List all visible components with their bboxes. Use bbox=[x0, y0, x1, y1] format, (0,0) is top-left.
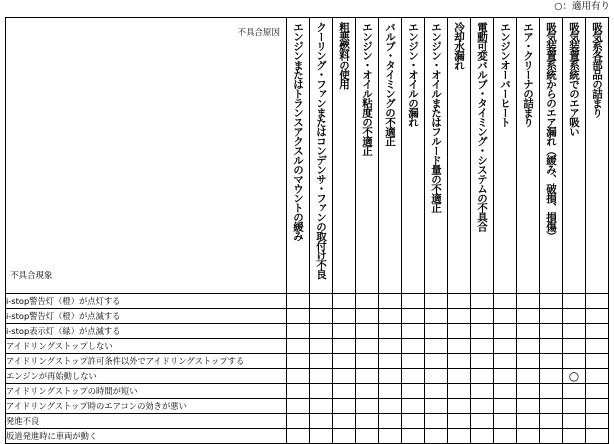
cause-label: 吸気装置系統でのエア吸い bbox=[568, 22, 580, 136]
symptom-label: i-stop警告灯（橙）が点滅する bbox=[6, 309, 287, 324]
symptom-label: 発進不良 bbox=[6, 414, 287, 429]
matrix-cell bbox=[287, 384, 310, 399]
matrix-cell bbox=[287, 354, 310, 369]
matrix-cell bbox=[471, 294, 494, 309]
cause-label: 電動可変バルブ・タイミング・システムの不具合 bbox=[476, 22, 488, 231]
matrix-cell bbox=[402, 429, 425, 444]
symptom-label: i-stop表示灯（緑）が点滅する bbox=[6, 324, 287, 339]
matrix-cell bbox=[586, 414, 609, 429]
matrix-cell bbox=[471, 354, 494, 369]
symptom-label: 坂道発進時に車両が動く bbox=[6, 429, 287, 444]
symptom-row bbox=[6, 339, 609, 354]
matrix-cell bbox=[333, 414, 356, 429]
matrix-cell bbox=[494, 429, 517, 444]
matrix-cell bbox=[333, 294, 356, 309]
matrix-cell bbox=[402, 399, 425, 414]
matrix-cell bbox=[402, 324, 425, 339]
matrix-cell bbox=[287, 309, 310, 324]
matrix-cell bbox=[356, 369, 379, 384]
matrix-cell bbox=[379, 354, 402, 369]
matrix-cell bbox=[540, 369, 563, 384]
cause-header-3 bbox=[333, 18, 356, 294]
matrix-cell bbox=[563, 309, 586, 324]
symptom-cause-matrix bbox=[5, 17, 609, 444]
symptom-row bbox=[6, 429, 609, 444]
matrix-cell bbox=[425, 339, 448, 354]
matrix-cell bbox=[333, 309, 356, 324]
matrix-cell bbox=[310, 429, 333, 444]
matrix-cell bbox=[425, 354, 448, 369]
cause-label: 吸気系各部品の詰まり bbox=[591, 22, 603, 117]
matrix-cell bbox=[471, 399, 494, 414]
cause-header-5 bbox=[379, 18, 402, 294]
symptom-row bbox=[6, 324, 609, 339]
matrix-cell bbox=[379, 429, 402, 444]
matrix-cell bbox=[494, 414, 517, 429]
matrix-cell bbox=[540, 309, 563, 324]
symptom-row bbox=[6, 369, 609, 384]
matrix-cell bbox=[471, 384, 494, 399]
cause-label: 吸気装置系統からのエア漏れ（緩み、破損、損傷） bbox=[545, 22, 557, 241]
matrix-cell bbox=[379, 294, 402, 309]
header-row bbox=[6, 18, 609, 294]
cause-label: 粗悪燃料の使用 bbox=[338, 22, 350, 89]
matrix-cell bbox=[402, 414, 425, 429]
matrix-cell bbox=[563, 429, 586, 444]
matrix-cell bbox=[356, 339, 379, 354]
cause-header-13 bbox=[563, 18, 586, 294]
matrix-cell bbox=[517, 354, 540, 369]
matrix-cell bbox=[379, 324, 402, 339]
matrix-cell bbox=[586, 339, 609, 354]
matrix-cell bbox=[287, 339, 310, 354]
cause-header-9 bbox=[471, 18, 494, 294]
matrix-cell bbox=[333, 384, 356, 399]
matrix-cell bbox=[379, 309, 402, 324]
matrix-cell bbox=[425, 414, 448, 429]
cause-header-1 bbox=[287, 18, 310, 294]
matrix-cell bbox=[402, 309, 425, 324]
matrix-cell bbox=[379, 339, 402, 354]
matrix-cell bbox=[310, 369, 333, 384]
matrix-cell bbox=[425, 384, 448, 399]
cause-header-4 bbox=[356, 18, 379, 294]
matrix-cell bbox=[448, 384, 471, 399]
matrix-cell bbox=[287, 294, 310, 309]
matrix-cell bbox=[448, 369, 471, 384]
matrix-cell bbox=[494, 294, 517, 309]
matrix-cell bbox=[471, 429, 494, 444]
applicable-mark: ○ bbox=[563, 369, 586, 384]
matrix-cell bbox=[448, 324, 471, 339]
matrix-cell bbox=[563, 294, 586, 309]
matrix-cell bbox=[563, 324, 586, 339]
cause-label: エンジンまたはトランスアクスルのマウントの緩み bbox=[292, 22, 304, 241]
matrix-cell bbox=[471, 339, 494, 354]
matrix-cell bbox=[517, 429, 540, 444]
matrix-cell bbox=[402, 369, 425, 384]
matrix-cell bbox=[540, 339, 563, 354]
matrix-cell bbox=[563, 414, 586, 429]
symptom-label: エンジンが再始動しない bbox=[6, 369, 287, 384]
symptom-row bbox=[6, 399, 609, 414]
matrix-cell bbox=[448, 339, 471, 354]
symptom-label: アイドリングストップしない bbox=[6, 339, 287, 354]
matrix-cell bbox=[287, 399, 310, 414]
matrix-cell bbox=[310, 324, 333, 339]
matrix-cell bbox=[356, 354, 379, 369]
matrix-cell bbox=[448, 309, 471, 324]
matrix-cell bbox=[356, 414, 379, 429]
matrix-cell bbox=[402, 294, 425, 309]
symptom-row bbox=[6, 414, 609, 429]
matrix-cell bbox=[310, 309, 333, 324]
matrix-cell bbox=[448, 354, 471, 369]
matrix-cell bbox=[448, 294, 471, 309]
matrix-cell bbox=[448, 399, 471, 414]
symptom-label: i-stop警告灯（橙）が点灯する bbox=[6, 294, 287, 309]
matrix-cell bbox=[356, 399, 379, 414]
matrix-cell bbox=[402, 339, 425, 354]
matrix-cell bbox=[333, 369, 356, 384]
symptom-row bbox=[6, 309, 609, 324]
matrix-cell bbox=[517, 324, 540, 339]
matrix-cell bbox=[287, 324, 310, 339]
matrix-cell bbox=[494, 354, 517, 369]
matrix-cell bbox=[333, 354, 356, 369]
matrix-cell bbox=[425, 399, 448, 414]
matrix-cell bbox=[356, 324, 379, 339]
matrix-cell bbox=[586, 324, 609, 339]
matrix-cell bbox=[517, 414, 540, 429]
matrix-cell bbox=[333, 399, 356, 414]
matrix-cell bbox=[540, 414, 563, 429]
cause-header-8 bbox=[448, 18, 471, 294]
matrix-cell bbox=[379, 414, 402, 429]
cause-header-14 bbox=[586, 18, 609, 294]
symptom-row bbox=[6, 294, 609, 309]
symptom-axis-label: 不具合現象 bbox=[10, 271, 53, 281]
matrix-cell bbox=[471, 369, 494, 384]
matrix-cell bbox=[379, 369, 402, 384]
matrix-cell bbox=[517, 339, 540, 354]
matrix-cell bbox=[356, 294, 379, 309]
matrix-cell bbox=[471, 414, 494, 429]
symptom-row bbox=[6, 354, 609, 369]
matrix-cell bbox=[517, 384, 540, 399]
symptom-row bbox=[6, 384, 609, 399]
matrix-body bbox=[6, 294, 609, 444]
cause-label: エンジン・オイルの漏れ bbox=[407, 22, 419, 127]
matrix-cell bbox=[563, 399, 586, 414]
matrix-cell bbox=[425, 324, 448, 339]
matrix-cell bbox=[287, 429, 310, 444]
matrix-cell bbox=[517, 294, 540, 309]
cause-label: エア・クリーナの詰まり bbox=[522, 22, 534, 127]
matrix-cell bbox=[425, 369, 448, 384]
symptom-label: アイドリングストップ許可条件以外でアイドリングストップする bbox=[6, 354, 287, 369]
matrix-cell bbox=[402, 384, 425, 399]
matrix-cell bbox=[379, 399, 402, 414]
corner-header bbox=[6, 18, 287, 294]
matrix-cell bbox=[517, 369, 540, 384]
cause-header-12 bbox=[540, 18, 563, 294]
symptom-label: アイドリングストップの時間が短い bbox=[6, 384, 287, 399]
cause-label: 冷却水漏れ bbox=[453, 22, 465, 70]
matrix-cell bbox=[563, 354, 586, 369]
cause-label: エンジン・オイルまたはフルード量の不適正 bbox=[430, 22, 442, 212]
matrix-cell bbox=[540, 429, 563, 444]
matrix-cell bbox=[310, 339, 333, 354]
matrix-cell bbox=[494, 399, 517, 414]
cause-axis-label: 不具合原因 bbox=[237, 28, 280, 38]
cause-label: エンジン・オイル粘度の不適正 bbox=[361, 22, 373, 155]
matrix-cell bbox=[356, 429, 379, 444]
cause-label: バルブ・タイミングの不適正 bbox=[384, 22, 396, 146]
matrix-cell bbox=[586, 399, 609, 414]
matrix-cell bbox=[517, 399, 540, 414]
matrix-cell bbox=[425, 429, 448, 444]
matrix-cell bbox=[310, 414, 333, 429]
matrix-cell bbox=[540, 324, 563, 339]
matrix-cell bbox=[425, 294, 448, 309]
matrix-cell bbox=[379, 384, 402, 399]
matrix-cell bbox=[563, 339, 586, 354]
matrix-cell bbox=[494, 369, 517, 384]
cause-header-11 bbox=[517, 18, 540, 294]
cause-header-10 bbox=[494, 18, 517, 294]
matrix-cell bbox=[540, 354, 563, 369]
matrix-cell bbox=[287, 414, 310, 429]
matrix-cell bbox=[310, 399, 333, 414]
matrix-cell bbox=[425, 309, 448, 324]
matrix-cell bbox=[517, 309, 540, 324]
matrix-cell bbox=[471, 324, 494, 339]
matrix-cell bbox=[333, 339, 356, 354]
cause-header-7 bbox=[425, 18, 448, 294]
matrix-cell bbox=[448, 414, 471, 429]
matrix-cell bbox=[356, 309, 379, 324]
matrix-cell bbox=[494, 324, 517, 339]
matrix-cell bbox=[310, 354, 333, 369]
cause-header-6 bbox=[402, 18, 425, 294]
matrix-cell bbox=[586, 429, 609, 444]
matrix-cell bbox=[540, 384, 563, 399]
cause-label: エンジンオーバーヒート bbox=[499, 22, 511, 127]
matrix-cell bbox=[494, 384, 517, 399]
cause-header-2 bbox=[310, 18, 333, 294]
matrix-cell bbox=[586, 354, 609, 369]
matrix-cell bbox=[333, 429, 356, 444]
matrix-cell bbox=[310, 294, 333, 309]
matrix-cell bbox=[448, 429, 471, 444]
matrix-cell bbox=[540, 294, 563, 309]
matrix-cell bbox=[563, 384, 586, 399]
matrix-cell bbox=[586, 369, 609, 384]
matrix-cell bbox=[494, 309, 517, 324]
symptom-label: アイドリングストップ時のエアコンの効きが悪い bbox=[6, 399, 287, 414]
matrix-cell bbox=[471, 309, 494, 324]
matrix-cell bbox=[586, 384, 609, 399]
matrix-cell bbox=[586, 294, 609, 309]
matrix-cell bbox=[356, 384, 379, 399]
matrix-cell bbox=[402, 354, 425, 369]
matrix-cell bbox=[586, 309, 609, 324]
matrix-cell bbox=[310, 384, 333, 399]
cause-label: クーリング・ファンまたはコンデンサ・ファンの取付け不良 bbox=[315, 22, 327, 279]
matrix-cell bbox=[287, 369, 310, 384]
matrix-cell bbox=[494, 339, 517, 354]
matrix-cell bbox=[540, 399, 563, 414]
matrix-cell bbox=[333, 324, 356, 339]
legend: ○：適用有り bbox=[554, 1, 610, 12]
